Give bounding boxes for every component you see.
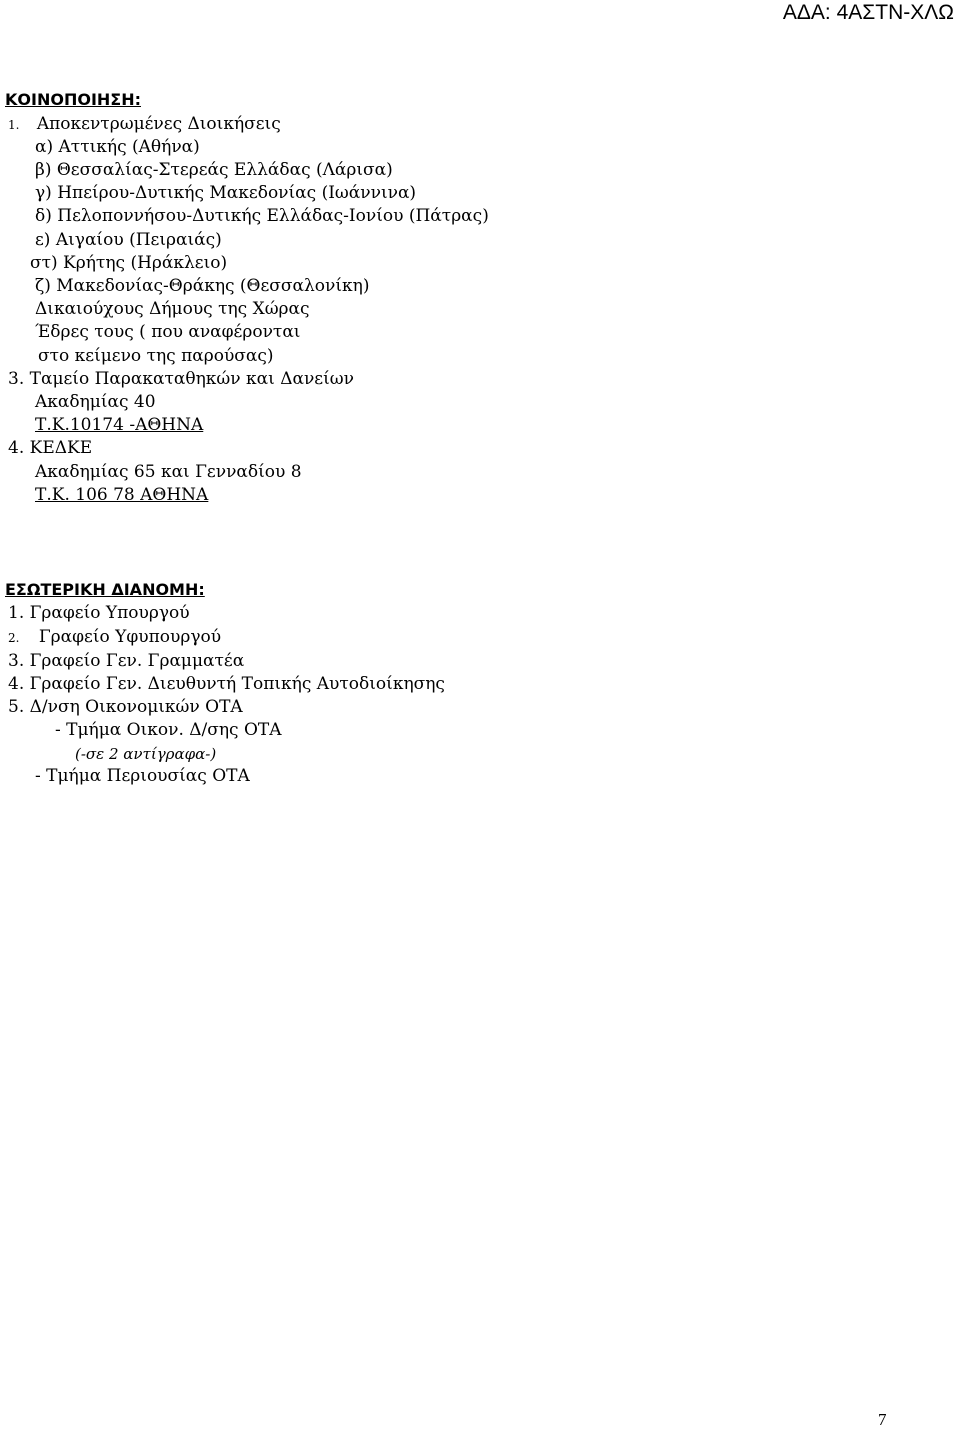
item-3-postcode: Τ.Κ.10174 -ΑΘΗΝΑ xyxy=(35,415,204,435)
esoteriki-item-5-sub-a: - Τμήμα Οικον. Δ/σης ΟΤΑ xyxy=(55,720,282,740)
dikaiouchous-line: Δικαιούχους Δήμους της Χώρας xyxy=(35,299,310,319)
sub-item-st: στ) Κρήτης (Ηράκλειο) xyxy=(30,253,228,273)
esoteriki-item-1: 1. Γραφείο Υπουργού xyxy=(8,603,190,623)
koinopoiisi-item-3: 3. Ταμείο Παρακαταθηκών και Δανείων xyxy=(8,369,354,389)
page-number: 7 xyxy=(878,1410,887,1429)
esoteriki-item-5-sub-b: - Τμήμα Περιουσίας ΟΤΑ xyxy=(35,766,250,786)
item-4-postcode: Τ.Κ. 106 78 ΑΘΗΝΑ xyxy=(35,485,209,505)
item-3-address: Ακαδημίας 40 xyxy=(35,392,156,412)
sub-item-b: β) Θεσσαλίας-Στερεάς Ελλάδας (Λάρισα) xyxy=(35,160,393,180)
item-text: Αποκεντρωμένες Διοικήσεις xyxy=(36,114,281,134)
sub-item-e: ε) Αιγαίου (Πειραιάς) xyxy=(35,230,222,250)
item-number: 2. xyxy=(8,631,20,645)
esoteriki-item-5-sub-a-note: (-σε 2 αντίγραφα-) xyxy=(75,745,217,763)
sub-item-z: ζ) Μακεδονίας-Θράκης (Θεσσαλονίκη) xyxy=(35,276,370,296)
ada-code: ΑΔΑ: 4ΑΣΤΝ-ΧΛΩ xyxy=(782,1,954,24)
item-4-address: Ακαδημίας 65 και Γενναδίου 8 xyxy=(35,462,302,482)
koinopoiisi-item-4: 4. ΚΕΔΚΕ xyxy=(8,438,93,458)
item-number: 1. xyxy=(8,118,20,132)
keimeno-line: στο κείμενο της παρούσας) xyxy=(38,346,274,366)
koinopoiisi-heading: ΚΟΙΝΟΠΟΙΗΣΗ: xyxy=(5,90,141,109)
sub-item-a: α) Αττικής (Αθήνα) xyxy=(35,137,200,157)
edres-line: Έδρες τους ( που αναφέρονται xyxy=(35,322,301,342)
esoteriki-heading: ΕΣΩΤΕΡΙΚΗ ΔΙΑΝΟΜΗ: xyxy=(5,580,205,599)
esoteriki-item-2 xyxy=(8,627,221,648)
item-text: Γραφείο Υφυπουργού xyxy=(38,627,222,647)
koinopoiisi-item-1 xyxy=(8,114,281,135)
sub-item-c: γ) Ηπείρου-Δυτικής Μακεδονίας (Ιωάννινα) xyxy=(35,183,417,203)
esoteriki-item-4: 4. Γραφείο Γεν. Διευθυντή Τοπικής Αυτοδιοίκησης xyxy=(8,674,445,694)
esoteriki-item-3: 3. Γραφείο Γεν. Γραμματέα xyxy=(8,651,245,671)
esoteriki-item-5: 5. Δ/νση Οικονομικών ΟΤΑ xyxy=(8,697,243,717)
sub-item-d: δ) Πελοποννήσου-Δυτικής Ελλάδας-Ιονίου (Πάτρας) xyxy=(35,206,489,226)
